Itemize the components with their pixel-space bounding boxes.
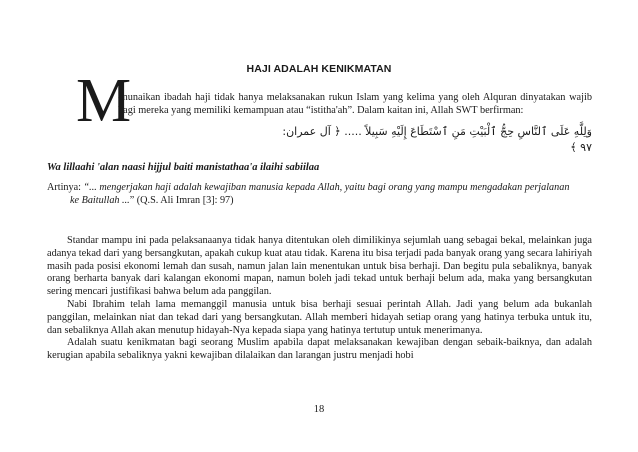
intro-paragraph bbox=[118, 92, 592, 117]
body-text bbox=[47, 235, 592, 363]
arabic-verse: وَلِلَّهِ عَلَى ٱلنَّاسِ حِجُّ ٱلْبَيْتِ مَنِ ٱسْتَطَاعَ إِلَيْهِ سَبِيلاً ..... ﴿ آل عمران: ٩٧ ﴾ bbox=[282, 125, 592, 154]
page-title: HAJI ADALAH KENIKMATAN bbox=[246, 63, 392, 75]
translation-block bbox=[47, 182, 592, 207]
body-paragraph: Nabi Ibrahim telah lama memanggil manusia untuk bisa berhaji sesuai perintah Allah. Jadi yang belum ada bukanlah panggilan, melainkan niat dan tekad dari yang bersangkutan. Allah memberi hidayah setiap orang yang hatinya terbuka untuk itu, dan sebaliknya Allah akan menutup hidayah-Nya kepada siapa yang hatinya tertutup untuk menerimanya. bbox=[47, 298, 592, 336]
translation-text-1: “... mengerjakan haji adalah kewajiban manusia kepada Allah, yaitu bagi orang yang mampu mengadakan perjalanan bbox=[83, 182, 570, 193]
translation-line-2 bbox=[47, 195, 592, 208]
translation-text-2: ke Baitullah ... bbox=[70, 194, 130, 206]
translation-reference: ” (Q.S. Ali Imran [3]: 97) bbox=[129, 194, 234, 206]
transliteration: Wa lillaahi 'alan naasi hijjul baiti manistathaa'a ilaihi sabiilaa bbox=[47, 162, 320, 173]
intro-text: enunaikan ibadah haji tidak hanya melaksanakan rukun Islam yang kelima yang oleh Alquran dinyatakan wajib bagi mereka yang memiliki kemampuan atau “istitha'ah”. Dalam kaitan ini, Allah SWT berfirman: bbox=[118, 92, 592, 116]
translation-line-1 bbox=[47, 182, 592, 195]
translation-label: Artinya: bbox=[47, 182, 84, 193]
page-number: 18 bbox=[313, 404, 325, 415]
body-paragraph: Standar mampu ini pada pelaksanaanya tidak hanya ditentukan oleh dimilikinya sejumlah uang sebagai bekal, melainkan juga adanya tekad dari yang bersangkutan, apakah cukup kuat atau tidak. Karena itu bisa terjadi pada banyak orang yang secara lahiriyah masih pada posisi ekonomi lemah dan susah, namun jalan lain menentukan untuk bisa berhaji. Dan begitu pula sebaliknya, banyak orang berharta banyak dari kalangan ekonomi mapan, namun boleh jadi tekad untuk berhaji belum ada, maka yang bersangkutan sering mencari justifikasi bahwa belum ada panggilan. bbox=[47, 235, 592, 298]
drop-cap: M bbox=[76, 67, 132, 135]
body-paragraph: Adalah suatu kenikmatan bagi seorang Muslim apabila dapat melaksanakan kewajiban dengan sebaik-baiknya, dan adalah kerugian apabila sebaliknya yakni kewajiban dilalaikan dan larangan justru menjadi hobi bbox=[47, 337, 592, 362]
